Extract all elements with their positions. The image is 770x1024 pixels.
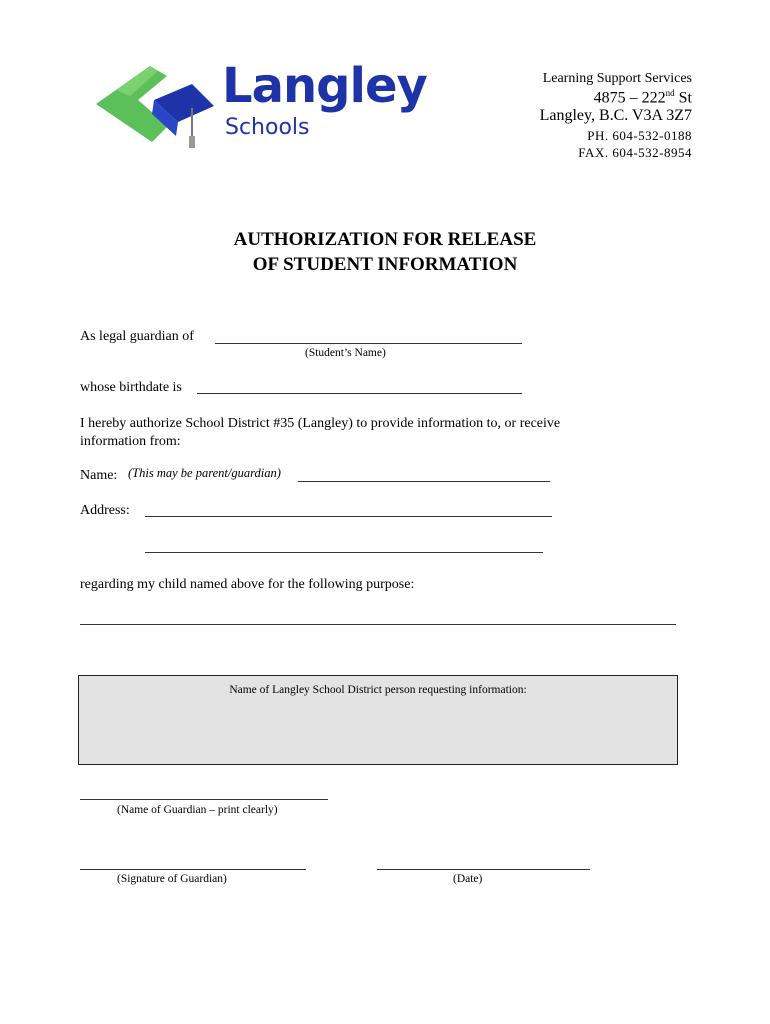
purpose-label: regarding my child named above for the following purpose: <box>80 577 415 592</box>
requester-box[interactable] <box>78 675 678 765</box>
birthdate-label: whose birthdate is <box>80 380 182 395</box>
guardian-name-caption: (Name of Guardian – print clearly) <box>117 804 278 816</box>
name-field[interactable] <box>298 481 550 482</box>
fax-number: FAX. 604-532-8954 <box>578 145 692 160</box>
requester-label: Name of Langley School District person requesting information: <box>229 684 527 696</box>
address-field-line1[interactable] <box>145 516 552 517</box>
date-field[interactable] <box>377 869 590 870</box>
city-postal: Langley, B.C. V3A 3Z7 <box>539 107 692 124</box>
address-field-line2[interactable] <box>145 552 543 553</box>
student-name-field[interactable] <box>215 343 522 344</box>
signature-field[interactable] <box>80 869 306 870</box>
address-label: Address: <box>80 503 130 518</box>
name-label: Name: <box>80 468 118 483</box>
authorization-text-line1: I hereby authorize School District #35 (Langley) to provide information to, or receive <box>80 416 561 431</box>
birthdate-field[interactable] <box>197 393 522 394</box>
logo-subtitle: Schools <box>225 115 310 140</box>
purpose-field[interactable] <box>80 624 676 625</box>
document-title-line1: AUTHORIZATION FOR RELEASE <box>233 229 537 250</box>
name-hint: (This may be parent/guardian) <box>128 466 281 480</box>
student-name-caption: (Student’s Name) <box>305 347 386 359</box>
langley-schools-logo <box>92 62 222 154</box>
authorization-text-line2: information from: <box>80 434 181 449</box>
department-name: Learning Support Services <box>542 71 692 86</box>
guardian-label: As legal guardian of <box>80 329 194 344</box>
street-address: 4875 – 222nd St <box>593 88 692 107</box>
guardian-name-field[interactable] <box>80 799 328 800</box>
phone-number: PH. 604-532-0188 <box>587 128 692 143</box>
logo-wordmark: Langley <box>222 58 427 114</box>
document-title-line2: OF STUDENT INFORMATION <box>252 254 518 275</box>
signature-caption: (Signature of Guardian) <box>117 873 227 885</box>
date-caption: (Date) <box>453 873 483 885</box>
